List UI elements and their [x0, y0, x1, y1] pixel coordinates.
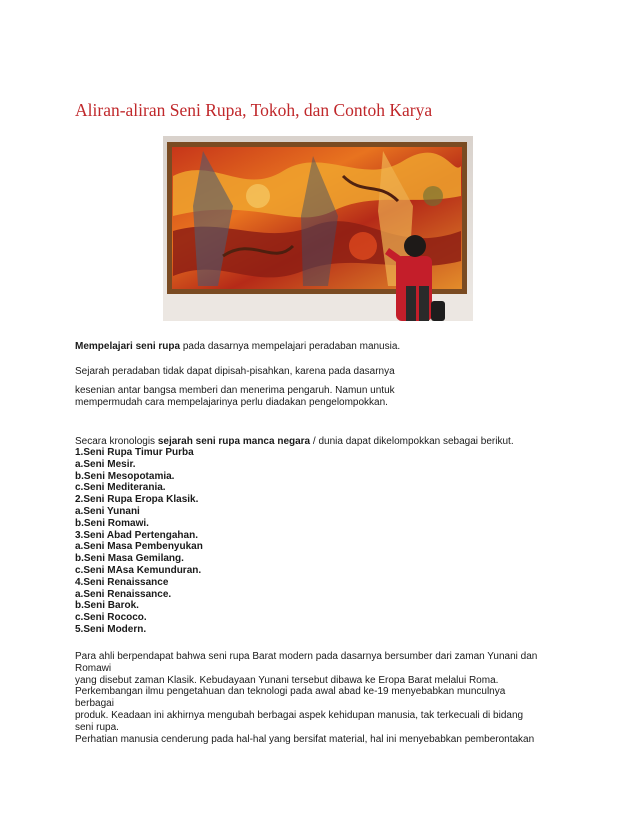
paragraph-history: Sejarah peradaban tidak dapat dipisah-pisahkan, karena pada dasarnya [75, 366, 395, 377]
paragraph-line: yang disebut zaman Klasik. Kebudayaan Yunani tersebut dibawa ke Eropa Barat melalui Roma. [75, 674, 499, 686]
list-item: 1.Seni Rupa Timur Purba [75, 447, 194, 458]
paragraph-modern-art [75, 651, 565, 745]
paragraph-line: seni rupa. [75, 721, 119, 733]
paragraph-line: Para ahli berpendapat bahwa seni rupa Barat modern pada dasarnya bersumber dari zaman Yunani dan [75, 651, 538, 662]
list-item: a.Seni Yunani [75, 505, 140, 517]
list-item: b.Seni Romawi. [75, 517, 149, 529]
list-item: b.Seni Barok. [75, 600, 139, 612]
chronology-bold: sejarah seni rupa manca negara [157, 436, 311, 447]
paragraph-line: Perhatian manusia cenderung pada hal-hal yang bersifat material, hal ini menyebabkan pemberontakan [75, 733, 535, 745]
list-item: b.Seni Mesopotamia. [75, 470, 175, 482]
intro-paragraph [75, 341, 400, 353]
list-item: c.Seni MAsa Kemunduran. [75, 564, 202, 576]
list-item: 2.Seni Rupa Eropa Klasik. [75, 494, 199, 506]
intro-bold: Mempelajari seni rupa [75, 341, 181, 352]
list-item: a.Seni Masa Pembenyukan [75, 541, 203, 553]
art-history-list [75, 447, 203, 636]
list-item: a.Seni Renaissance. [75, 588, 172, 600]
paragraph-line: Perkembangan ilmu pengetahuan dan teknologi pada awal abad ke-19 menyebabkan munculnya [75, 686, 506, 698]
paragraph-line: mempermudah cara mempelajarinya perlu diadakan pengelompokkan. [75, 396, 388, 408]
chronology-post: / dunia dapat dikelompokkan sebagai berikut. [310, 436, 514, 447]
list-item: a.Seni Mesir. [75, 458, 136, 470]
list-item: b.Seni Masa Gemilang. [75, 553, 184, 565]
paragraph-line: kesenian antar bangsa memberi dan menerima pengaruh. Namun untuk [75, 385, 395, 396]
painting-illustration [163, 136, 473, 321]
paragraph-line: produk. Keadaan ini akhirnya mengubah berbagai aspek kehidupan manusia, tak terkecuali di bidang [75, 709, 524, 721]
intro-rest: pada dasarnya mempelajari peradaban manusia. [180, 341, 401, 352]
painting-photo [163, 136, 473, 321]
paragraph-line: berbagai [75, 698, 114, 710]
list-item: c.Seni Rococo. [75, 612, 147, 624]
page-title: Aliran-aliran Seni Rupa, Tokoh, dan Contoh Karya [75, 100, 433, 120]
chronology-pre: Secara kronologis [75, 436, 158, 447]
paragraph-influence [75, 385, 395, 409]
list-item: 3.Seni Abad Pertengahan. [75, 529, 198, 541]
list-item: 4.Seni Renaissance [75, 576, 169, 588]
paragraph-line: Romawi [75, 662, 112, 674]
list-item: c.Seni Mediterania. [75, 482, 166, 494]
list-item: 5.Seni Modern. [75, 623, 147, 635]
